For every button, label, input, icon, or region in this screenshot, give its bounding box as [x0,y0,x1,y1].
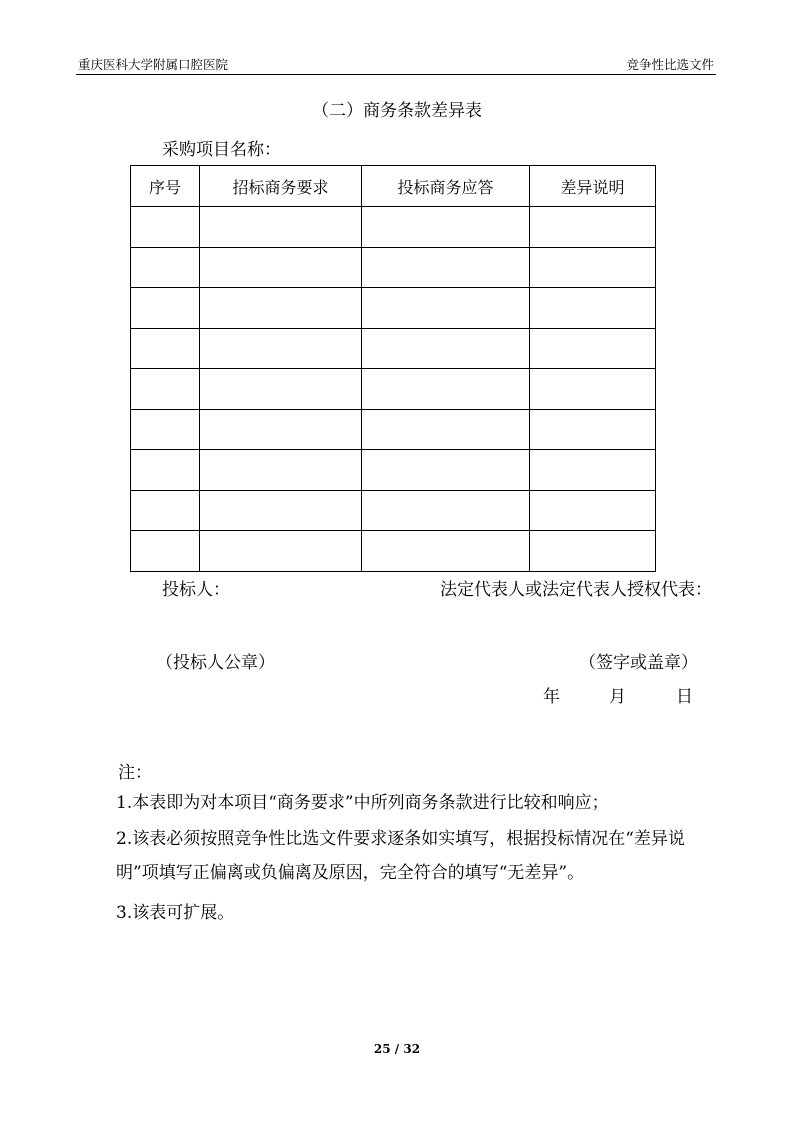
table-cell [200,207,362,248]
table-row [131,369,656,410]
col-header-response: 投标商务应答 [362,166,530,207]
table-cell [362,328,530,369]
table-row [131,207,656,248]
bidder-label: 投标人： [162,580,230,600]
table-cell [362,207,530,248]
year-label: 年 [543,687,560,707]
table-cell [200,409,362,450]
table-cell [530,369,656,410]
table-cell [362,409,530,450]
table-cell [530,531,656,572]
table-cell [530,288,656,329]
table-header-row [131,166,656,207]
table-cell [131,328,200,369]
header-divider [76,74,716,75]
table-cell [131,369,200,410]
table-row [131,328,656,369]
table-cell [200,288,362,329]
table-row [131,450,656,491]
table-cell [200,490,362,531]
table-cell [131,531,200,572]
table-cell [530,490,656,531]
table-cell [200,450,362,491]
note-item-1: 1.本表即为对本项目“商务要求”中所列商务条款进行比较和响应； [116,793,609,813]
table-row [131,288,656,329]
table-cell [131,409,200,450]
table-cell [200,328,362,369]
table-cell [530,450,656,491]
col-header-difference: 差异说明 [530,166,656,207]
sign-or-seal-label: （签字或盖章） [579,653,698,673]
table-cell [200,369,362,410]
note-item-2: 2.该表必须按照竞争性比选文件要求逐条如实填写，根据投标情况在“差异说明”项填写正偏离或负偏离及原因，完全符合的填写“无差异”。 [116,829,685,883]
table-row [131,247,656,288]
deviation-table [130,165,656,572]
header-doc-type: 竞争性比选文件 [626,57,714,72]
table-cell [200,531,362,572]
table-cell [362,531,530,572]
page-title: （二）商务条款差异表 [312,101,482,121]
page-number: 25 / 32 [373,1042,421,1056]
table-cell [530,247,656,288]
table-cell [530,328,656,369]
table-cell [530,409,656,450]
table-cell [131,450,200,491]
table-row [131,409,656,450]
table-cell [131,207,200,248]
notes-heading: 注： [118,763,152,783]
header-institution: 重庆医科大学附属口腔医院 [78,57,229,72]
legal-rep-label: 法定代表人或法定代表人授权代表： [440,580,712,600]
bidder-seal-label: （投标人公章） [156,653,275,673]
table-cell [362,247,530,288]
table-cell [362,288,530,329]
col-header-index: 序号 [131,166,200,207]
table-cell [362,450,530,491]
col-header-requirement: 招标商务要求 [200,166,362,207]
project-name-label: 采购项目名称： [162,140,281,160]
table-row [131,531,656,572]
table-cell [131,288,200,329]
table-cell [362,490,530,531]
table-cell [362,369,530,410]
month-label: 月 [609,687,626,707]
table-cell [530,207,656,248]
table-cell [131,247,200,288]
table-cell [131,490,200,531]
table-row [131,490,656,531]
table-cell [200,247,362,288]
day-label: 日 [676,687,693,707]
note-item-3: 3.该表可扩展。 [116,903,235,923]
